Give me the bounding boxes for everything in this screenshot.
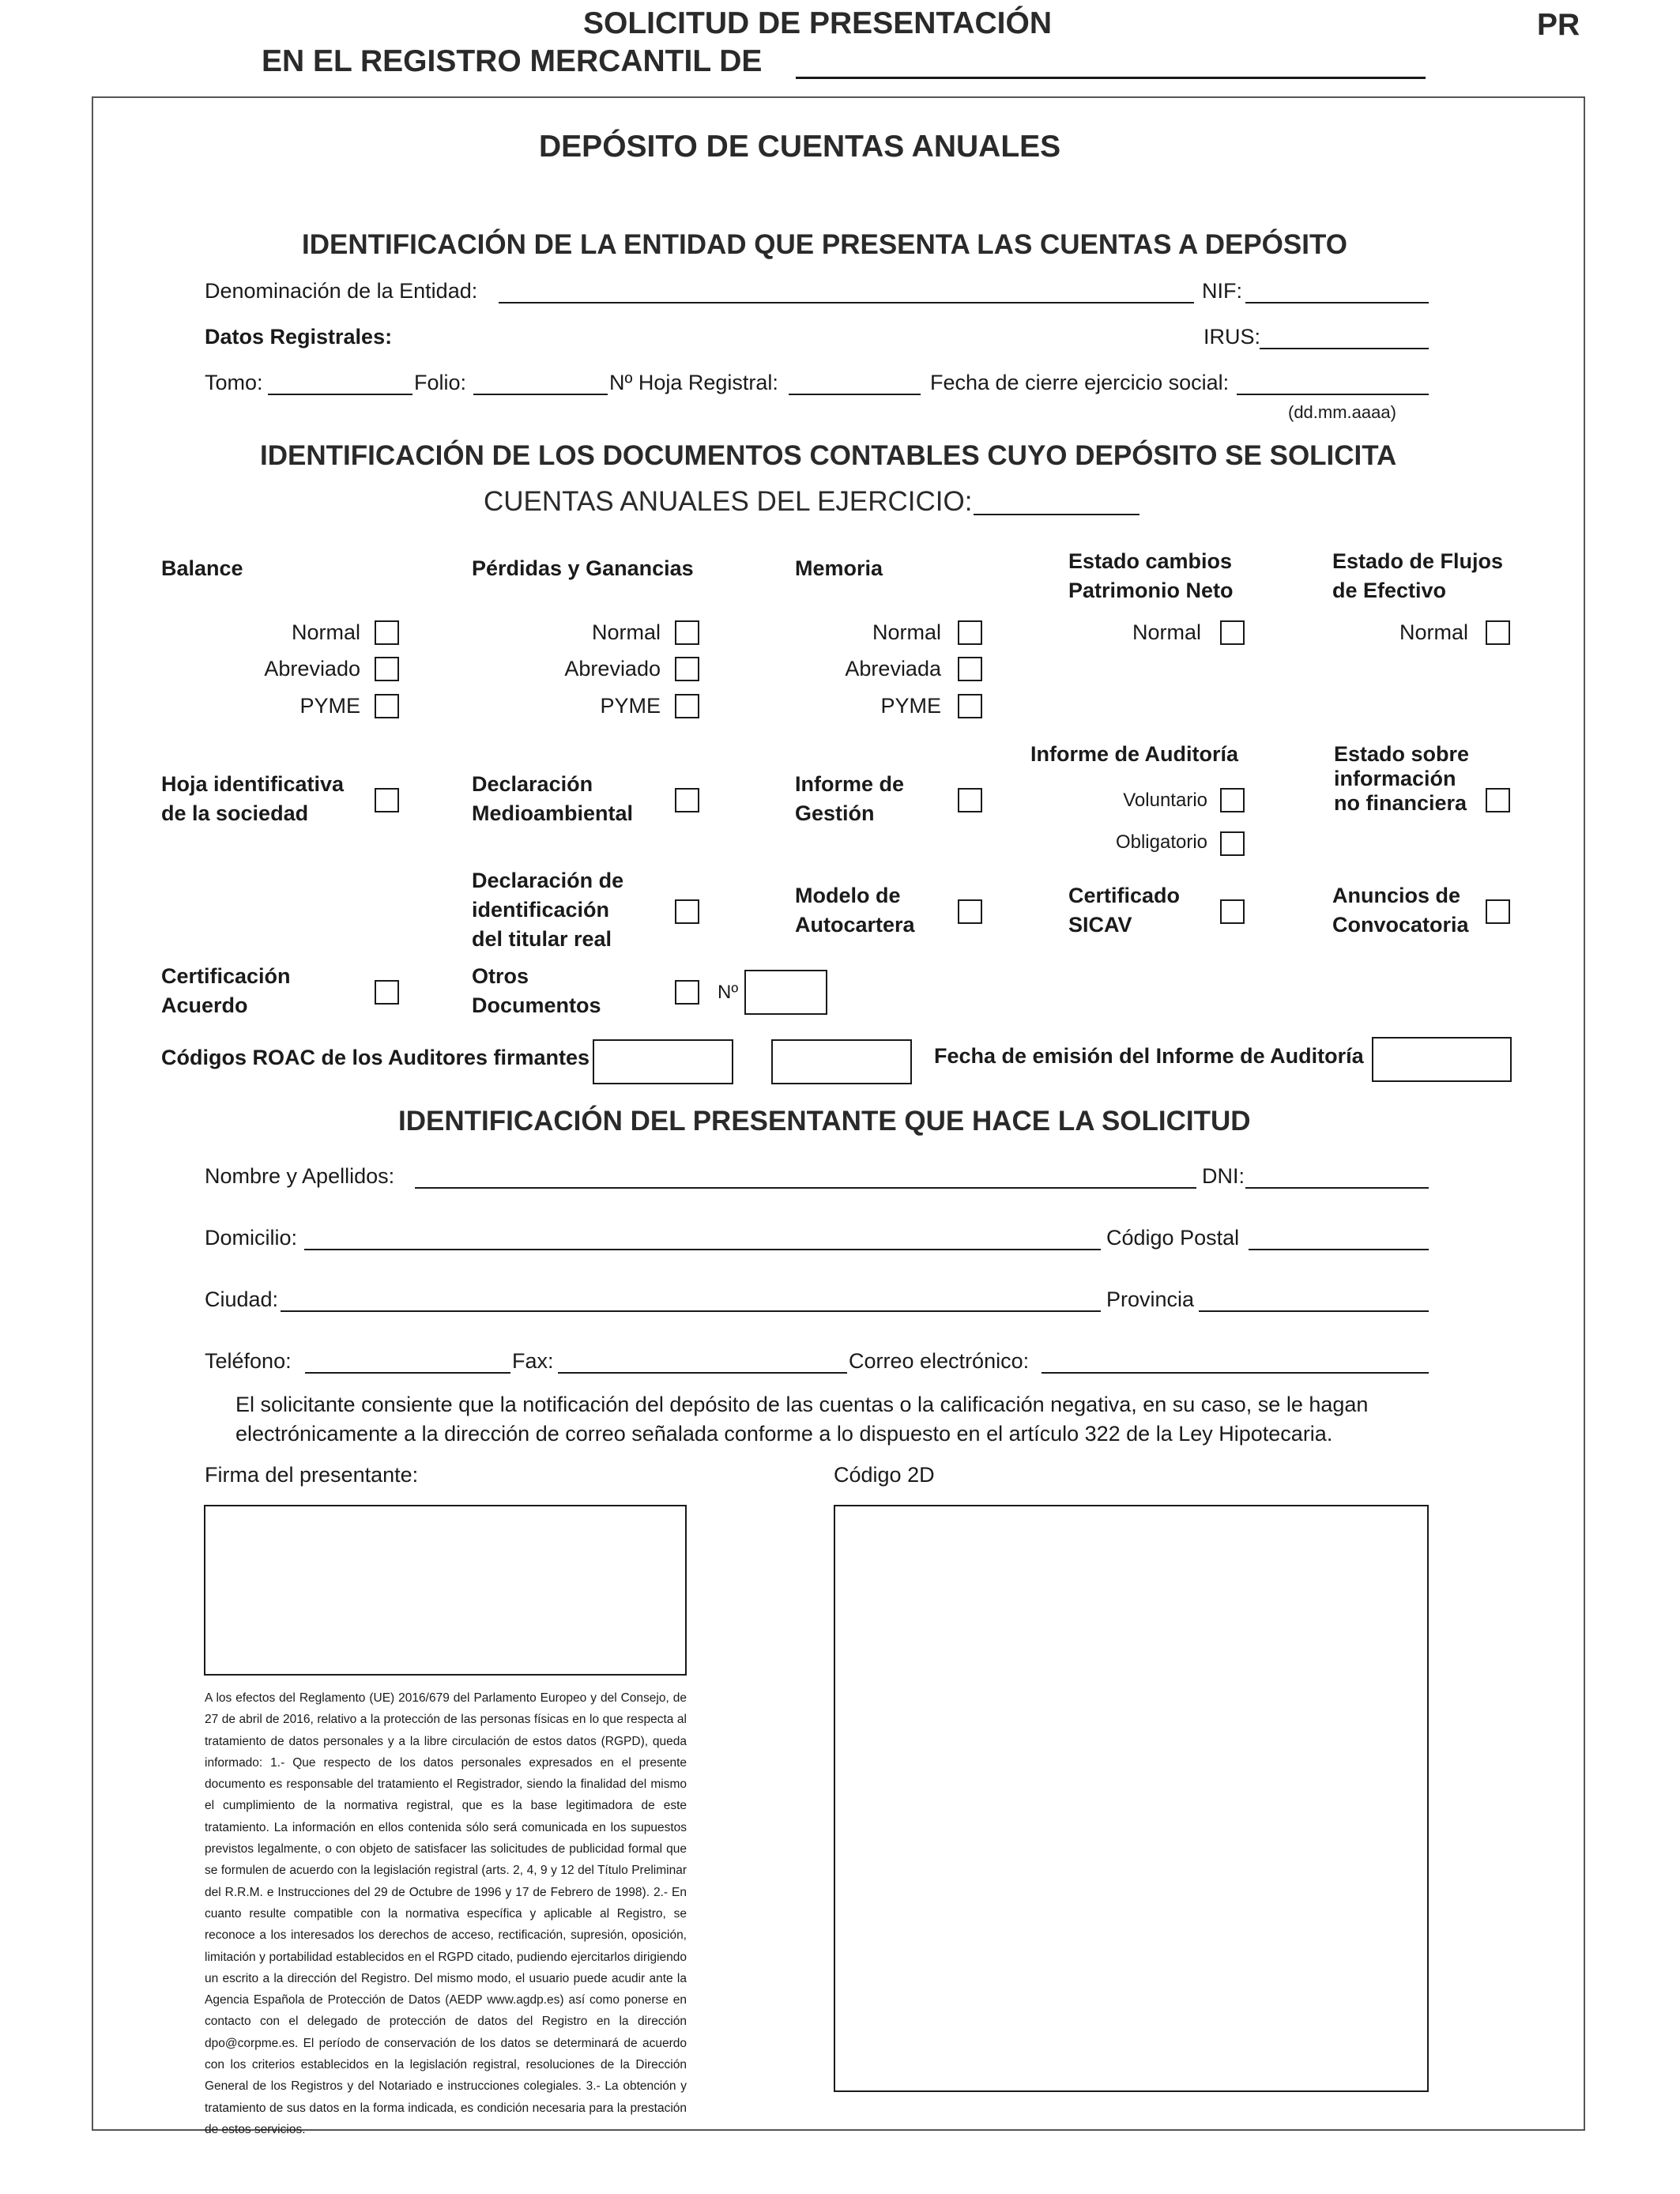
ciudad-label: Ciudad: — [205, 1287, 279, 1311]
balance-normal-checkbox[interactable] — [375, 620, 399, 645]
titular-real-label-3: del titular real — [472, 927, 612, 951]
pyg-pyme-label: PYME — [600, 694, 661, 718]
hoja-registral-label: Nº Hoja Registral: — [609, 371, 778, 394]
hoja-ident-label-1: Hoja identificativa — [161, 772, 345, 796]
auditoria-voluntario-checkbox[interactable] — [1220, 788, 1245, 812]
denominacion-label: Denominación de la Entidad: — [205, 279, 478, 303]
ejercicio-label: CUENTAS ANUALES DEL EJERCICIO: — [484, 486, 973, 517]
fax-field[interactable] — [558, 1372, 847, 1374]
titular-real-label-2: identificación — [472, 898, 610, 922]
balance-abreviado-label: Abreviado — [264, 657, 360, 680]
roac-field-2[interactable] — [771, 1039, 912, 1084]
decl-medio-label-2: Medioambiental — [472, 801, 634, 825]
otros-checkbox[interactable] — [675, 980, 699, 1005]
domicilio-field[interactable] — [304, 1249, 1101, 1250]
documents-heading: IDENTIFICACIÓN DE LOS DOCUMENTOS CONTABLES CUYO DEPÓSITO SE SOLICITA — [260, 440, 1397, 471]
cert-acuerdo-label-2: Acuerdo — [161, 993, 248, 1017]
denominacion-field[interactable] — [499, 302, 1194, 303]
balance-normal-label: Normal — [291, 620, 360, 644]
cert-acuerdo-checkbox[interactable] — [375, 980, 399, 1005]
provincia-label: Provincia — [1106, 1287, 1195, 1311]
pyg-normal-label: Normal — [591, 620, 661, 644]
ecpn-title-2: Patrimonio Neto — [1068, 579, 1234, 602]
irus-label: IRUS: — [1203, 325, 1261, 349]
no-financiera-label-3: no financiera — [1334, 791, 1467, 815]
decl-medio-label-1: Declaración — [472, 772, 593, 796]
fecha-informe-field[interactable] — [1372, 1037, 1512, 1082]
no-financiera-label-2: información — [1334, 767, 1456, 790]
consent-line-2: electrónicamente a la dirección de correo señalada conforme a lo dispuesto en el artículo 322 de la Ley Hipotecaria. — [235, 1422, 1333, 1446]
consent-line-1: El solicitante consiente que la notificación del depósito de las cuentas o la calificación negativa, en su caso, se le hagan — [235, 1393, 1369, 1416]
memoria-title: Memoria — [795, 556, 883, 580]
otros-num-field[interactable] — [744, 970, 827, 1015]
fecha-informe-label: Fecha de emisión del Informe de Auditoría — [934, 1044, 1364, 1068]
memoria-normal-label: Normal — [872, 620, 941, 644]
firma-label: Firma del presentante: — [205, 1463, 419, 1487]
autocartera-label-2: Autocartera — [795, 913, 915, 937]
folio-field[interactable] — [473, 394, 608, 395]
folio-label: Folio: — [414, 371, 467, 394]
cert-acuerdo-label-1: Certificación — [161, 964, 291, 988]
ejercicio-field[interactable] — [974, 514, 1139, 515]
roac-field-1[interactable] — [593, 1039, 733, 1084]
nif-field[interactable] — [1245, 302, 1429, 303]
cp-field[interactable] — [1249, 1249, 1429, 1250]
form-code: PR — [1537, 8, 1580, 42]
sicav-label-2: SICAV — [1068, 913, 1132, 937]
sicav-label-1: Certificado — [1068, 884, 1181, 907]
convocatoria-label-1: Anuncios de — [1332, 884, 1461, 907]
auditoria-title: Informe de Auditoría — [1030, 742, 1239, 766]
fax-label: Fax: — [512, 1349, 554, 1373]
roac-label: Códigos ROAC de los Auditores firmantes — [161, 1046, 590, 1069]
pyg-title: Pérdidas y Ganancias — [472, 556, 694, 580]
memoria-pyme-checkbox[interactable] — [958, 694, 982, 718]
legal-text: A los efectos del Reglamento (UE) 2016/679 del Parlamento Europeo y del Consejo, de 27 de abril de 2016, relativo a la protección de las personas físicas en lo que respecta al tratamiento de datos personales y a la libre circulación de estos datos (RGPD), queda informado: 1.- Que respecto de los datos personales expresados en el presente documento es responsable del tratamiento el Registrador, siendo la finalidad del mismo el cumplimiento de la normativa registral, que es la base legitimadora de este tratamiento. La información en ellos contenida sólo será comunicada en los supuestos previstos legalmente, o con objeto de satisfacer las solicitudes de publicidad formal que se formulen de acuerdo con la legislación registral (arts. 2, 4, 9 y 12 del Título Preliminar del R.R.M. e Instrucciones del 29 de Octubre de 1996 y 17 de Febrero de 1998). 2.- En cuanto resulte compatible con la normativa específica y aplicable al Registro, se reconoce a los interesados los derechos de acceso, rectificación, supresión, oposición, limitación y portabilidad establecidos en el RGPD citado, pudiendo ejercitarlos dirigiendo un escrito a la dirección del Registro. Del mismo modo, el usuario puede acudir ante la Agencia Española de Protección de Datos (AEDP www.agdp.es) así como ponerse en contacto con el delegado de protección de datos del Registro en la dirección dpo@corpme.es. El período de conservación de los datos se determinará de acuerdo con los criterios establecidos en la legislación registral, resoluciones de la Dirección General de los Registros y del Notariado e instrucciones colegiales. 3.- La obtención y tratamiento de sus datos en la forma indicada, es condición necesaria para la prestación de estos servicios. — [205, 1691, 687, 2136]
telefono-label: Teléfono: — [205, 1349, 292, 1373]
tomo-field[interactable] — [268, 394, 412, 395]
hoja-ident-label-2: de la sociedad — [161, 801, 309, 825]
ecpn-title-1: Estado cambios — [1068, 549, 1233, 573]
presenter-heading: IDENTIFICACIÓN DEL PRESENTANTE QUE HACE LA SOLICITUD — [398, 1106, 1251, 1137]
datos-registrales-label: Datos Registrales: — [205, 325, 393, 349]
obligatorio-label: Obligatorio — [1115, 831, 1207, 853]
codigo2d-box — [834, 1505, 1429, 2092]
otros-label-2: Documentos — [472, 993, 601, 1017]
form-title: DEPÓSITO DE CUENTAS ANUALES — [539, 130, 1061, 164]
memoria-pyme-label: PYME — [880, 694, 941, 718]
informe-gestion-label-1: Informe de — [795, 772, 905, 796]
sicav-checkbox[interactable] — [1220, 899, 1245, 924]
nombre-label: Nombre y Apellidos: — [205, 1164, 395, 1188]
decl-medio-checkbox[interactable] — [675, 788, 699, 812]
autocartera-label-1: Modelo de — [795, 884, 901, 907]
balance-pyme-label: PYME — [299, 694, 360, 718]
efe-title-1: Estado de Flujos — [1332, 549, 1504, 573]
tomo-label: Tomo: — [205, 371, 263, 394]
telefono-field[interactable] — [305, 1372, 510, 1374]
nombre-field[interactable] — [415, 1187, 1196, 1189]
memoria-abreviada-label: Abreviada — [845, 657, 941, 680]
otros-num-label: Nº — [718, 982, 739, 1003]
fecha-cierre-field[interactable] — [1237, 394, 1429, 395]
date-format-hint: (dd.mm.aaaa) — [1288, 402, 1396, 422]
pyg-abreviado-checkbox[interactable] — [675, 657, 699, 681]
balance-pyme-checkbox[interactable] — [375, 694, 399, 718]
provincia-field[interactable] — [1199, 1310, 1429, 1312]
informe-gestion-label-2: Gestión — [795, 801, 875, 825]
titular-real-label-1: Declaración de — [472, 869, 624, 892]
otros-label-1: Otros — [472, 964, 529, 988]
efe-title-2: de Efectivo — [1332, 579, 1447, 602]
firma-box[interactable] — [204, 1505, 687, 1676]
nif-label: NIF: — [1202, 279, 1242, 303]
pyg-normal-checkbox[interactable] — [675, 620, 699, 645]
no-financiera-checkbox[interactable] — [1486, 788, 1510, 812]
correo-field[interactable] — [1042, 1372, 1429, 1374]
ecpn-normal-label: Normal — [1132, 620, 1201, 644]
entity-heading: IDENTIFICACIÓN DE LA ENTIDAD QUE PRESENTA LAS CUENTAS A DEPÓSITO — [302, 229, 1347, 260]
efe-normal-checkbox[interactable] — [1486, 620, 1510, 645]
balance-abreviado-checkbox[interactable] — [375, 657, 399, 681]
convocatoria-label-2: Convocatoria — [1332, 913, 1469, 937]
correo-label: Correo electrónico: — [849, 1349, 1030, 1373]
autocartera-checkbox[interactable] — [958, 899, 982, 924]
memoria-abreviada-checkbox[interactable] — [958, 657, 982, 681]
cp-label: Código Postal — [1106, 1226, 1240, 1250]
efe-normal-label: Normal — [1399, 620, 1468, 644]
header-title-line2: EN EL REGISTRO MERCANTIL DE — [262, 44, 763, 78]
memoria-normal-checkbox[interactable] — [958, 620, 982, 645]
header-title-line1: SOLICITUD DE PRESENTACIÓN — [583, 6, 1052, 40]
ciudad-field[interactable] — [281, 1310, 1101, 1312]
dni-label: DNI: — [1202, 1164, 1245, 1188]
codigo2d-label: Código 2D — [834, 1463, 935, 1487]
auditoria-obligatorio-checkbox[interactable] — [1220, 831, 1245, 856]
pyg-pyme-checkbox[interactable] — [675, 694, 699, 718]
dni-field[interactable] — [1245, 1187, 1429, 1189]
pyg-abreviado-label: Abreviado — [564, 657, 661, 680]
voluntario-label: Voluntario — [1123, 790, 1207, 811]
hoja-ident-checkbox[interactable] — [375, 788, 399, 812]
convocatoria-checkbox[interactable] — [1486, 899, 1510, 924]
balance-title: Balance — [161, 556, 243, 580]
registry-name-line[interactable] — [796, 77, 1426, 79]
irus-field[interactable] — [1260, 348, 1429, 349]
hoja-registral-field[interactable] — [789, 394, 921, 395]
fecha-cierre-label: Fecha de cierre ejercicio social: — [930, 371, 1230, 394]
titular-real-checkbox[interactable] — [675, 899, 699, 924]
informe-gestion-checkbox[interactable] — [958, 788, 982, 812]
ecpn-normal-checkbox[interactable] — [1220, 620, 1245, 645]
no-financiera-label-1: Estado sobre — [1334, 742, 1470, 766]
domicilio-label: Domicilio: — [205, 1226, 298, 1250]
